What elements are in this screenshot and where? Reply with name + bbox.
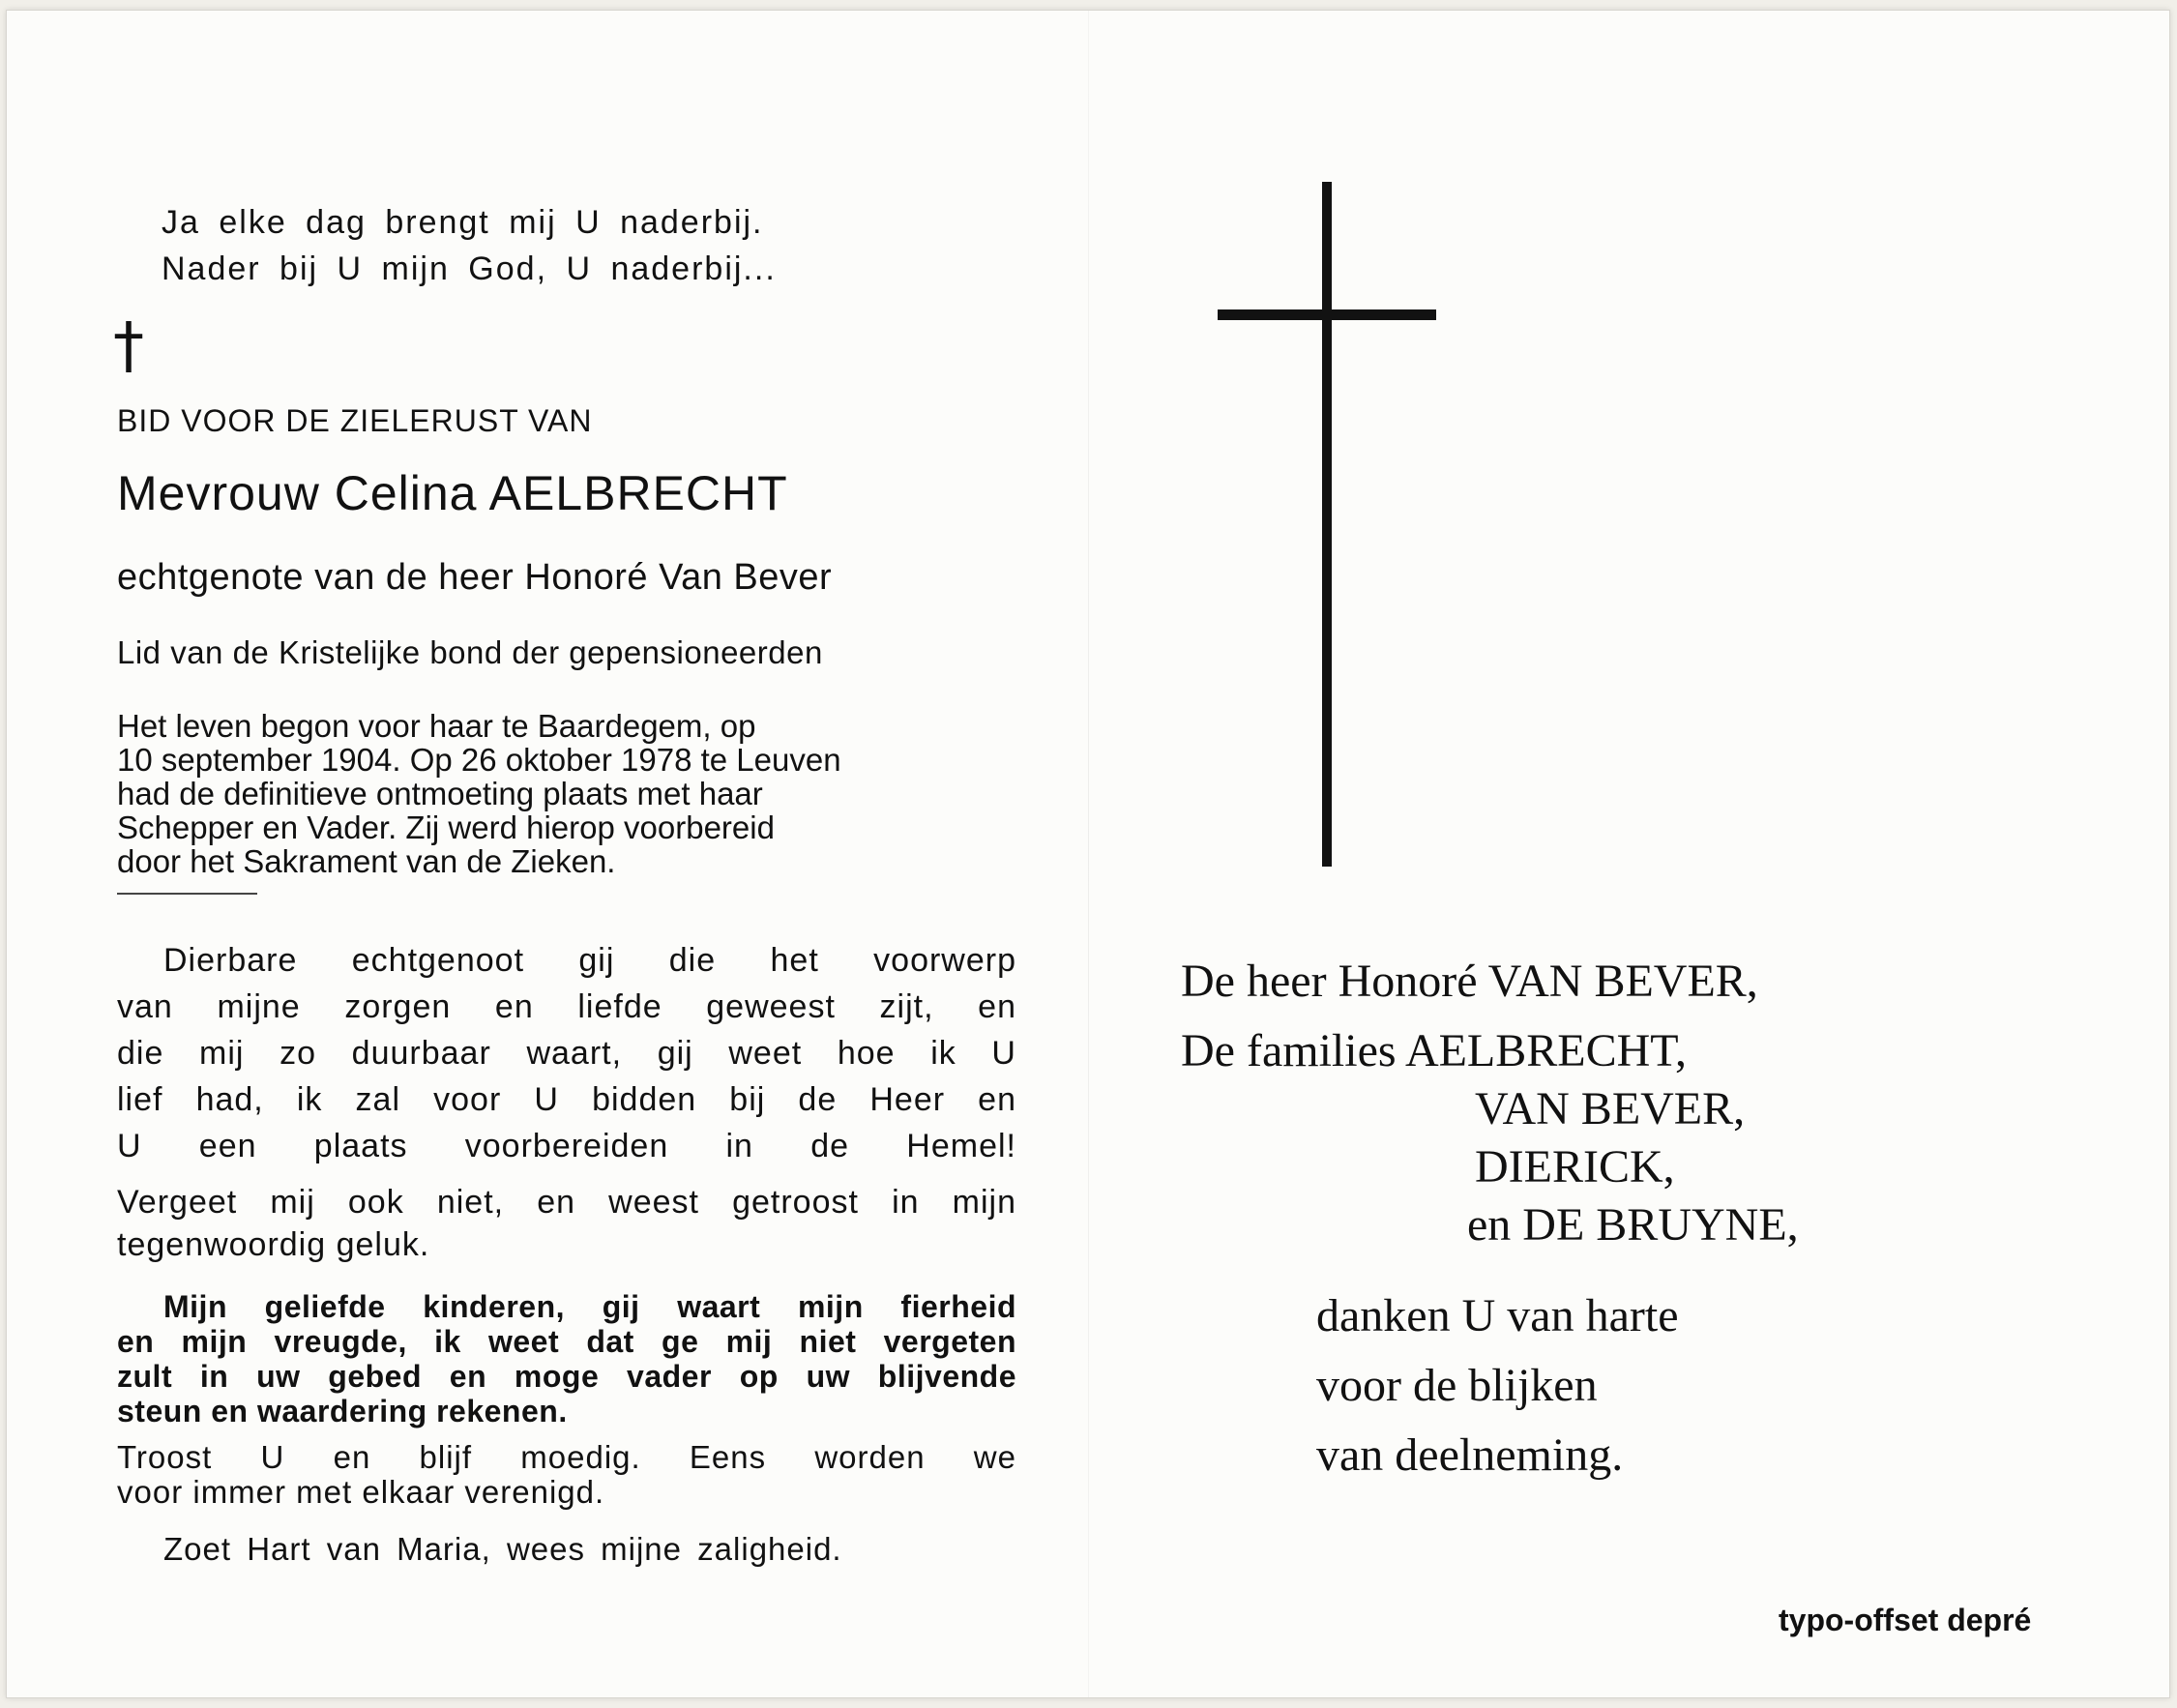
small-cross-icon: † <box>113 310 144 382</box>
bio-line: 10 september 1904. Op 26 oktober 1978 te Leuven <box>117 742 841 778</box>
cross-icon-bar <box>1218 309 1436 320</box>
paragraph-reunion <box>117 1440 1016 1510</box>
paragraph-spouse <box>117 937 1016 1169</box>
closing-prayer: Zoet Hart van Maria, wees mijne zaligheid. <box>163 1531 842 1567</box>
thanks-message-line-3: van deelneming. <box>1316 1429 1624 1481</box>
memorial-card <box>6 10 2170 1698</box>
biography <box>117 709 1007 878</box>
thanks-family-de-bruyne: en DE BRUYNE, <box>1467 1199 1799 1251</box>
deceased-name: Mevrouw Celina AELBRECHT <box>117 466 788 520</box>
text-line: Troost U en blijf moedig. Eens worden we <box>117 1439 1016 1475</box>
bio-line: had de definitieve ontmoeting plaats met haar <box>117 776 763 811</box>
thanks-family-van-bever: VAN BEVER, <box>1475 1083 1746 1134</box>
paragraph-comfort <box>117 1179 1016 1268</box>
thanks-husband: De heer Honoré VAN BEVER, <box>1181 956 1758 1007</box>
divider <box>117 893 257 895</box>
bio-line: door het Sakrament van de Zieken. <box>117 843 616 879</box>
text-line: voor immer met elkaar verenigd. <box>117 1474 605 1510</box>
text-line: die mij zo duurbaar waart, gij weet hoe ik U <box>117 1035 1016 1072</box>
motto-line-2: Nader bij U mijn God, U naderbij... <box>162 250 777 287</box>
thanks-families: De families AELBRECHT, <box>1181 1025 1688 1076</box>
thanks-message-line-1: danken U van harte <box>1316 1290 1679 1341</box>
thanks-family-dierick: DIERICK, <box>1475 1141 1675 1193</box>
text-line: steun en waardering rekenen. <box>117 1394 568 1428</box>
printer-credit: typo-offset depré <box>1779 1603 2032 1637</box>
text-line: van mijne zorgen en liefde geweest zijt, en <box>117 988 1016 1025</box>
prayer-header: BID VOOR DE ZIELERUST VAN <box>117 403 593 438</box>
thanks-message-line-2: voor de blijken <box>1316 1360 1598 1411</box>
text-line: zult in uw gebed en moge vader op uw blijvende <box>117 1359 1016 1394</box>
spouse-line: echtgenote van de heer Honoré Van Bever <box>117 557 833 598</box>
bio-line: Schepper en Vader. Zij werd hierop voorbereid <box>117 810 775 845</box>
motto-line-1: Ja elke dag brengt mij U naderbij. <box>162 204 764 241</box>
text-line: Vergeet mij ook niet, en weest getroost in mijn <box>117 1184 1016 1221</box>
text-line: U een plaats voorbereiden in de Hemel! <box>117 1128 1016 1164</box>
card-fold <box>1088 11 1089 1697</box>
text-line: Mijn geliefde kinderen, gij waart mijn fierheid <box>163 1289 1016 1324</box>
bio-line: Het leven begon voor haar te Baardegem, op <box>117 708 756 744</box>
text-line: en mijn vreugde, ik weet dat ge mij niet vergeten <box>117 1324 1016 1359</box>
membership-line: Lid van de Kristelijke bond der gepensioneerden <box>117 634 823 670</box>
text-line: lief had, ik zal voor U bidden bij de Heer en <box>117 1081 1016 1118</box>
text-line: Dierbare echtgenoot gij die het voorwerp <box>163 942 1016 979</box>
cross-icon <box>1322 182 1332 867</box>
paragraph-children <box>117 1289 1016 1428</box>
text-line: tegenwoordig geluk. <box>117 1226 430 1263</box>
